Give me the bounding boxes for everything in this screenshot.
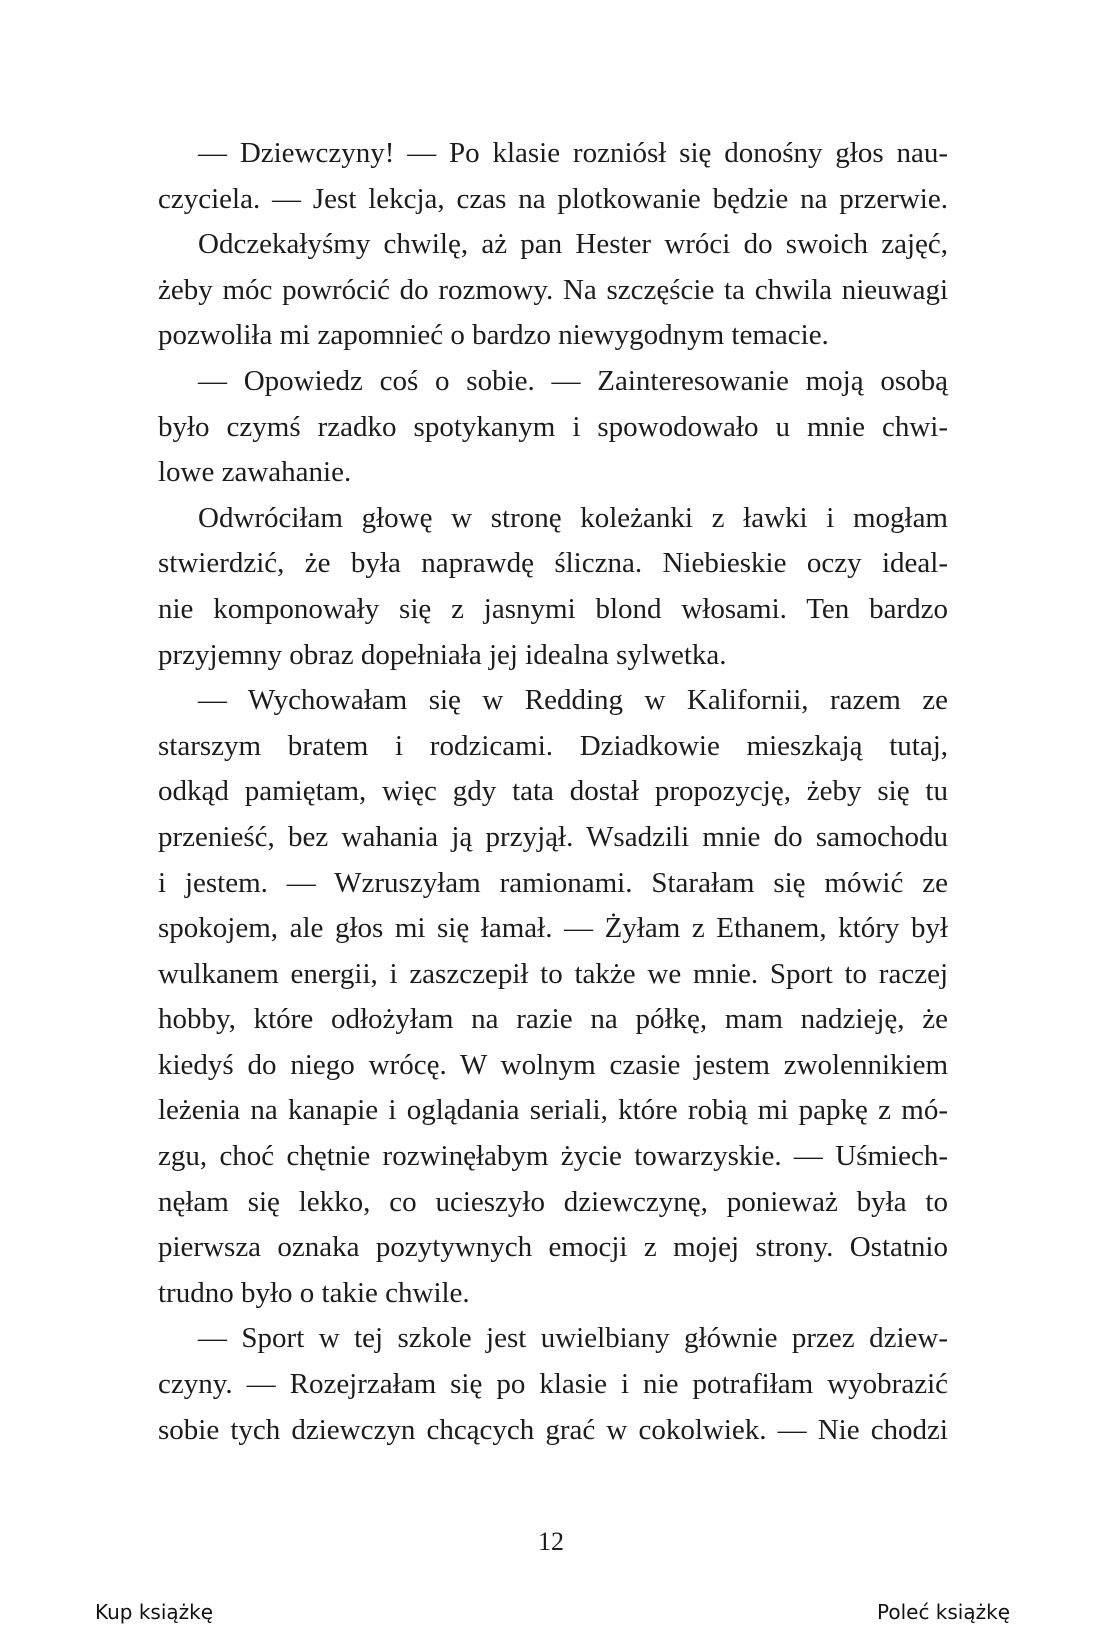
text-line: przenieść, bez wahania ją przyjął. Wsadzili mnie do samochodu (158, 820, 948, 853)
text-line: — Sport w tej szkole jest uwielbiany głównie przez dziew- (198, 1322, 948, 1355)
text-line: czyny. — Rozejrzałam się po klasie i nie potrafiłam wyobrazić (158, 1368, 948, 1401)
text-line: leżenia na kanapie i oglądania seriali, które robią mi papkę z mó- (158, 1094, 948, 1127)
text-line: pozwoliła mi zapomnieć o bardzo niewygodnym temacie. (158, 319, 829, 352)
text-line: stwierdzić, że była naprawdę śliczna. Niebieskie oczy ideal- (158, 547, 948, 580)
text-line: żeby móc powrócić do rozmowy. Na szczęście ta chwila nieuwagi (158, 273, 948, 306)
text-line: odkąd pamiętam, więc gdy tata dostał propozycję, żeby się tu (158, 775, 948, 808)
text-line: wulkanem energii, i zaszczepił to także we mnie. Sport to raczej (158, 957, 948, 990)
text-line: — Wychowałam się w Redding w Kalifornii, razem ze (198, 684, 948, 717)
text-line: nęłam się lekko, co ucieszyło dziewczynę, ponieważ była to (158, 1185, 948, 1218)
text-line: lowe zawahanie. (158, 456, 352, 489)
text-line: czyciela. — Jest lekcja, czas na plotkowanie będzie na przerwie. (158, 182, 948, 215)
text-line: przyjemny obraz dopełniała jej idealna sylwetka. (158, 638, 727, 671)
page-body (158, 131, 948, 1453)
text-line: kiedyś do niego wrócę. W wolnym czasie jestem zwolennikiem (158, 1048, 948, 1081)
text-line: — Opowiedz coś o sobie. — Zainteresowanie moją osobą (198, 364, 948, 397)
text-line: — Dziewczyny! — Po klasie rozniósł się donośny głos nau- (198, 137, 948, 169)
buy-book-link[interactable]: Kup książkę (95, 1600, 214, 1624)
text-line: nie komponowały się z jasnymi blond włosami. Ten bardzo (158, 592, 948, 625)
text-line: hobby, które odłożyłam na razie na półkę, mam nadzieję, że (158, 1003, 948, 1036)
text-line: trudno było o takie chwile. (158, 1276, 470, 1309)
text-line: spokojem, ale głos mi się łamał. — Żyłam z Ethanem, który był (158, 912, 948, 945)
text-line: Odwróciłam głowę w stronę koleżanki z ławki i mogłam (198, 501, 948, 534)
text-line: było czymś rzadko spotykanym i spowodowało u mnie chwi- (158, 410, 948, 443)
recommend-book-link[interactable]: Poleć książkę (877, 1600, 1010, 1624)
text-line: i jestem. — Wzruszyłam ramionami. Starałam się mówić ze (158, 866, 948, 899)
text-line: Odczekałyśmy chwilę, aż pan Hester wróci do swoich zajęć, (198, 228, 948, 261)
text-line: sobie tych dziewczyn chcących grać w cokolwiek. — Nie chodzi (158, 1413, 948, 1446)
text-line: starszym bratem i rodzicami. Dziadkowie mieszkają tutaj, (158, 729, 948, 762)
text-line: pierwsza oznaka pozytywnych emocji z mojej strony. Ostatnio (158, 1231, 948, 1264)
page-number: 12 (538, 1527, 564, 1556)
text-line: zgu, choć chętnie rozwinęłabym życie towarzyskie. — Uśmiech- (158, 1140, 948, 1173)
